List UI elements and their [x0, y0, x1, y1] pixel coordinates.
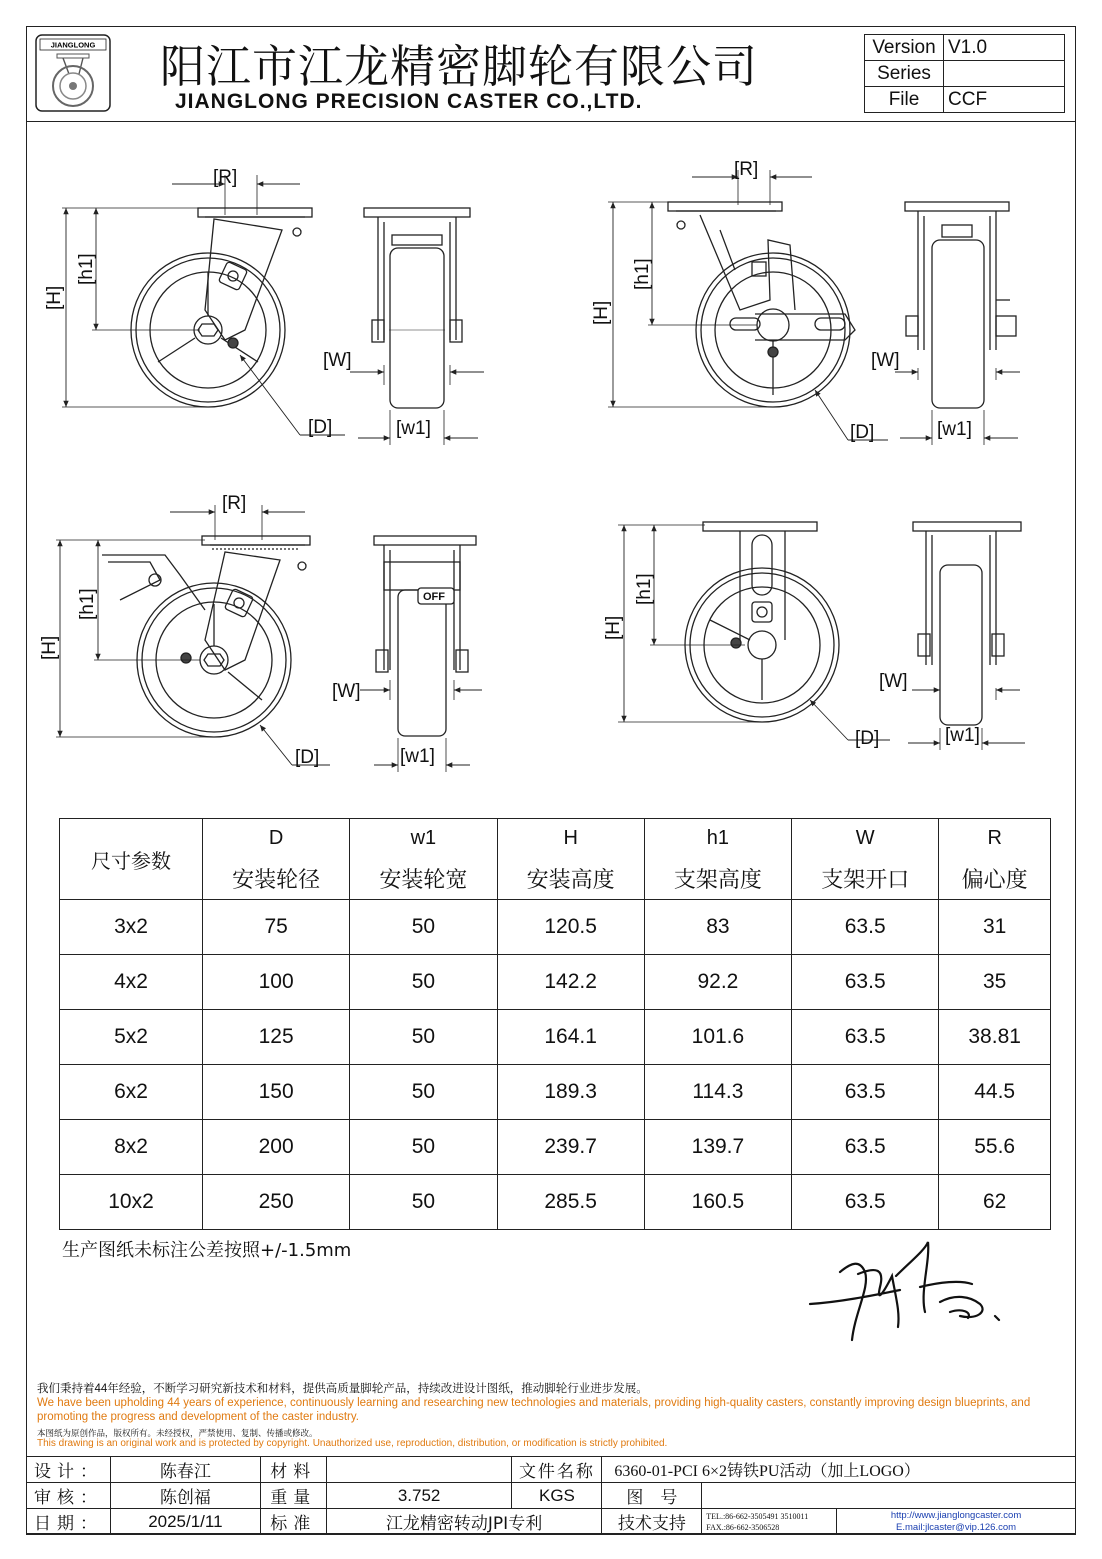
signature	[800, 1232, 1010, 1350]
dim-w1-3: [w1]	[400, 746, 435, 767]
table-row	[60, 1010, 1051, 1065]
table-row	[60, 900, 1051, 955]
col-code: w1	[350, 819, 497, 858]
tolerance-note: 生产图纸未标注公差按照+/-1.5mm	[62, 1240, 352, 1261]
col-name: 支架高度	[644, 857, 791, 900]
row-size: 8x2	[60, 1120, 203, 1175]
col-code: R	[939, 819, 1051, 858]
table-cell: 164.1	[497, 1010, 644, 1065]
table-cell: 63.5	[792, 1065, 939, 1120]
table-cell: 101.6	[644, 1010, 791, 1065]
row-size: 3x2	[60, 900, 203, 955]
table-cell: 100	[203, 955, 350, 1010]
table-row	[60, 1175, 1051, 1230]
table-cell: 285.5	[497, 1175, 644, 1230]
dim-w1-2: [w1]	[937, 419, 972, 440]
dim-r-1: [R]	[213, 167, 238, 188]
dim-d-1: [D]	[308, 417, 333, 438]
dim-w1-4: [w1]	[945, 725, 980, 746]
table-cell: 75	[203, 900, 350, 955]
table-cell: 63.5	[792, 1010, 939, 1065]
company-name-cn: 阳江市江龙精密脚轮有限公司	[160, 40, 759, 93]
contact-web	[837, 1509, 1076, 1535]
table-cell: 44.5	[939, 1065, 1051, 1120]
table-cell: 50	[350, 1065, 497, 1120]
fax: FAX.:86-662-3506528	[706, 1522, 780, 1532]
table-cell: 55.6	[939, 1120, 1051, 1175]
row-size: 5x2	[60, 1010, 203, 1065]
dim-h1-1: [h1]	[76, 253, 97, 285]
dim-w-1: [W]	[323, 350, 352, 371]
company-name-en: JIANGLONG PRECISION CASTER CO.,LTD.	[175, 90, 643, 113]
statement-en: We have been upholding 44 years of experience, continuously learning and researching new technologies and materials, providing high-quality casters, constantly improving design blueprints, and promoting the progress and development of the caster industry.	[37, 1397, 1031, 1423]
date-label: 日期：	[27, 1509, 111, 1535]
designer: 陈春江	[110, 1457, 260, 1483]
dim-h1-4: [h1]	[634, 573, 655, 605]
table-cell: 114.3	[644, 1065, 791, 1120]
view-rigid-side	[618, 522, 890, 740]
table-cell: 50	[350, 955, 497, 1010]
dim-w1-1: [w1]	[396, 418, 431, 439]
tel: TEL.:86-662-3505491 3510011	[706, 1511, 809, 1521]
col-name: 支架开口	[792, 857, 939, 900]
table-cell: 142.2	[497, 955, 644, 1010]
dim-h-3: [H]	[39, 635, 60, 660]
weight-unit: KGS	[512, 1483, 602, 1509]
logo-text: JIANGLONG	[50, 40, 96, 50]
dim-d-4: [D]	[855, 728, 880, 749]
drawing-no-label: 图 号	[602, 1483, 702, 1509]
view-rigid-front	[908, 522, 1025, 750]
copyright-en: This drawing is an original work and is protected by copyright. Unauthorized use, reproduction, distribution, or modification is strictly prohibited.	[37, 1438, 668, 1449]
design-label: 设计：	[27, 1457, 111, 1483]
table-cell: 83	[644, 900, 791, 955]
table-cell: 125	[203, 1010, 350, 1065]
table-cell: 63.5	[792, 1120, 939, 1175]
dim-h1-2: [h1]	[632, 258, 653, 290]
review-label: 审核：	[27, 1483, 111, 1509]
table-cell: 38.81	[939, 1010, 1051, 1065]
col-name: 安装轮宽	[350, 857, 497, 900]
table-row	[60, 1120, 1051, 1175]
material-value	[326, 1457, 512, 1483]
table-cell: 31	[939, 900, 1051, 955]
dim-r-3: [R]	[222, 493, 247, 514]
table-cell: 139.7	[644, 1120, 791, 1175]
off-label: OFF	[423, 591, 445, 603]
dimension-table	[59, 818, 1051, 1230]
version-value: V1.0	[944, 35, 1065, 61]
statement-cn: 我们秉持着44年经验，不断学习研究新技术和材料，提供高质量脚轮产品，持续改进设计图纸，推动脚轮行业进步发展。	[37, 1383, 648, 1395]
row-size: 6x2	[60, 1065, 203, 1120]
standard-value: 江龙精密转动JPI专利	[326, 1509, 602, 1535]
email-link[interactable]: E.mail:jlcaster@vip.126.com	[896, 1521, 1017, 1533]
view-lock-side	[56, 505, 330, 765]
filename-label: 文件名称	[512, 1457, 602, 1483]
dim-d-3: [D]	[295, 747, 320, 768]
table-row	[60, 1065, 1051, 1120]
table-cell: 92.2	[644, 955, 791, 1010]
contact-phone	[702, 1509, 837, 1535]
copyright-cn: 本图纸为原创作品，版权所有。未经授权，严禁使用、复制、传播或修改。	[37, 1428, 318, 1438]
support-label: 技术支持	[602, 1509, 702, 1535]
table-cell: 150	[203, 1065, 350, 1120]
col-code: H	[497, 819, 644, 858]
table-row	[60, 955, 1051, 1010]
table-cell: 239.7	[497, 1120, 644, 1175]
col-name: 安装高度	[497, 857, 644, 900]
view-brake-front	[895, 202, 1020, 445]
version-label: Version	[865, 35, 944, 61]
filename: 6360-01-PCI 6×2铸铁PU活动（加上LOGO）	[602, 1457, 1076, 1483]
row-size: 10x2	[60, 1175, 203, 1230]
table-cell: 50	[350, 1120, 497, 1175]
view-brake-side	[608, 170, 888, 440]
table-cell: 62	[939, 1175, 1051, 1230]
col-name: 安装轮径	[203, 857, 350, 900]
col-name: 偏心度	[939, 857, 1051, 900]
col-code: h1	[644, 819, 791, 858]
table-cell: 63.5	[792, 900, 939, 955]
dim-h-1: [H]	[44, 285, 65, 310]
file-label: File	[865, 87, 944, 113]
file-value: CCF	[944, 87, 1065, 113]
dim-d-2: [D]	[850, 422, 875, 443]
col-code: W	[792, 819, 939, 858]
weight-label: 重量	[260, 1483, 326, 1509]
row-size: 4x2	[60, 955, 203, 1010]
table-cell: 250	[203, 1175, 350, 1230]
drawing-no	[702, 1483, 1076, 1509]
table-cell: 189.3	[497, 1065, 644, 1120]
table-cell: 63.5	[792, 1175, 939, 1230]
dim-h-4: [H]	[603, 615, 624, 640]
view-swivel-side	[62, 175, 345, 435]
date-value: 2025/1/11	[110, 1509, 260, 1535]
dim-w-4: [W]	[879, 671, 908, 692]
material-label: 材料	[260, 1457, 326, 1483]
table-cell: 35	[939, 955, 1051, 1010]
standard-label: 标准	[260, 1509, 326, 1535]
title-block	[26, 1456, 1076, 1535]
col-code: D	[203, 819, 350, 858]
table-cell: 160.5	[644, 1175, 791, 1230]
table-cell: 200	[203, 1120, 350, 1175]
dim-r-2: [R]	[734, 159, 759, 180]
table-cell: 63.5	[792, 955, 939, 1010]
table-cell: 120.5	[497, 900, 644, 955]
series-label: Series	[865, 61, 944, 87]
table-cell: 50	[350, 900, 497, 955]
dim-h1-3: [h1]	[77, 588, 98, 620]
dim-w-2: [W]	[871, 350, 900, 371]
view-swivel-front	[350, 208, 484, 445]
table-row-header: 尺寸参数	[60, 819, 203, 900]
reviewer: 陈创福	[110, 1483, 260, 1509]
table-cell: 50	[350, 1175, 497, 1230]
table-cell: 50	[350, 1010, 497, 1065]
website-link[interactable]: http://www.jianglongcaster.com	[890, 1509, 1022, 1521]
dim-w-3: [W]	[332, 681, 361, 702]
view-lock-front	[360, 536, 482, 772]
weight-value: 3.752	[326, 1483, 512, 1509]
dim-h-2: [H]	[591, 300, 612, 325]
